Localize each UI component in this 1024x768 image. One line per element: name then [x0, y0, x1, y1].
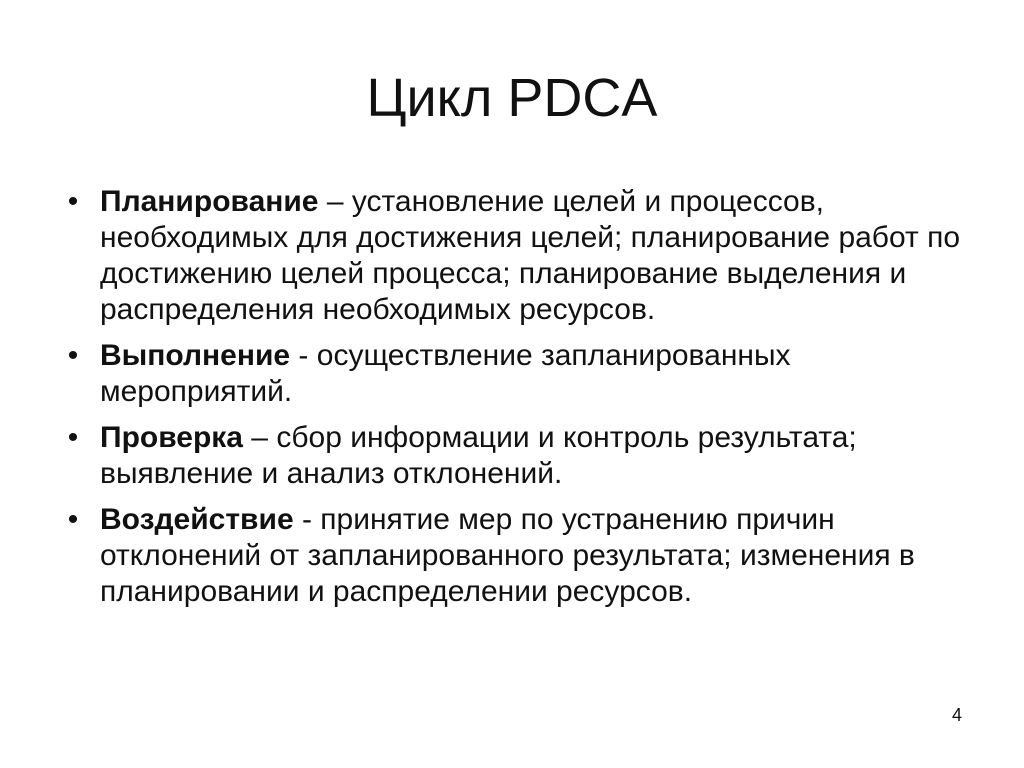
bullet-term: Планирование [100, 185, 319, 218]
bullet-text: – сбор информации и контроль результата; выявление и анализ отклонений. [100, 421, 857, 490]
slide-title: Цикл PDCA [366, 68, 658, 128]
bullet-text: - принятие мер по устранению причин отклонений от запланированного результата; изменения в планировании и распределении ресурсов. [100, 503, 915, 608]
bullet-text: – установление целей и процессов, необходимых для достижения целей; планирование работ по достижению целей процесса; планирование выделения и распределения необходимых ресурсов. [100, 185, 961, 326]
bullet-item-plan [58, 184, 978, 328]
bullet-icon: • [67, 339, 79, 372]
bullet-term: Воздействие [100, 503, 294, 536]
bullet-list [58, 184, 978, 620]
bullet-icon: • [67, 185, 79, 218]
bullet-item-check [58, 420, 978, 492]
slide-number: 4 [951, 705, 962, 725]
bullet-item-do [58, 338, 978, 410]
bullet-text: - осуществление запланированных мероприятий. [100, 339, 791, 408]
bullet-icon: • [67, 503, 79, 536]
bullet-item-act [58, 502, 978, 610]
bullet-icon: • [67, 421, 79, 454]
bullet-term: Выполнение [100, 339, 291, 372]
bullet-term: Проверка [100, 421, 243, 454]
